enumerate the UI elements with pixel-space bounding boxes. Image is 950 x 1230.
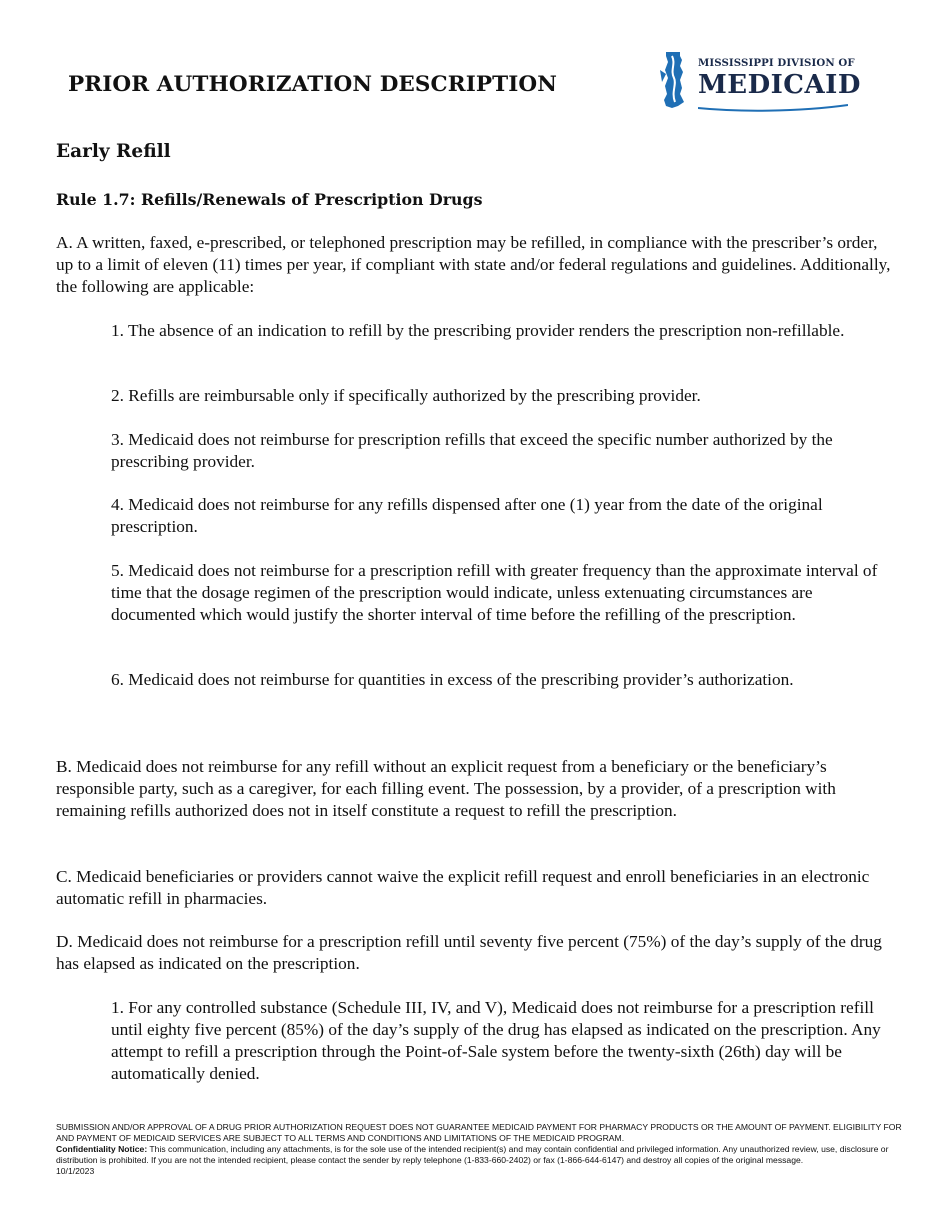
footer-date: 10/1/2023 <box>56 1166 95 1176</box>
list-item-a4: 4. Medicaid does not reimburse for any refills dispensed after one (1) year from the date of the original prescription. <box>111 495 823 536</box>
list-item-a1: 1. The absence of an indication to refill by the prescribing provider renders the prescription non-refillable. <box>111 321 845 340</box>
list-item-d1: 1. For any controlled substance (Schedule III, IV, and V), Medicaid does not reimburse for a prescription refill until eighty five percent (85%) of the day’s supply of the drug has elapsed as indicated on the prescription. Any attempt to refill a prescription through the Point-of-Sale system before the twenty-sixth (26th) day will be automatically denied. <box>111 998 881 1083</box>
page-title: PRIOR AUTHORIZATION DESCRIPTION <box>68 72 557 97</box>
confidentiality-label: Confidentiality Notice: <box>56 1144 148 1154</box>
logo-subtitle: MISSISSIPPI DIVISION OF <box>698 57 855 69</box>
rule-heading <box>56 189 482 211</box>
section-title: Early Refill <box>56 141 171 162</box>
list-item-a5: 5. Medicaid does not reimburse for a prescription refill with greater frequency than the approximate interval of time that the dosage regimen of the prescription would indicate, unless extenuating circumstances are documented which would justify the shorter interval of time before the refilling of the prescription. <box>111 561 878 624</box>
logo-swoosh <box>698 104 848 112</box>
footer <box>56 1122 906 1177</box>
footer-confidentiality <box>56 1144 906 1166</box>
list-item-a6: 6. Medicaid does not reimburse for quantities in excess of the prescribing provider’s authorization. <box>111 670 794 689</box>
list-item-a3: 3. Medicaid does not reimburse for prescription refills that exceed the specific number authorized by the prescribing provider. <box>111 430 833 471</box>
logo-wordmark: MEDICAID <box>698 70 861 100</box>
section-heading <box>56 141 171 163</box>
paragraph-c: C. Medicaid beneficiaries or providers cannot waive the explicit refill request and enroll beneficiaries in an electronic automatic refill in pharmacies. <box>56 867 870 908</box>
mississippi-state-icon <box>658 50 694 112</box>
list-item-a2: 2. Refills are reimbursable only if specifically authorized by the prescribing provider. <box>111 386 701 405</box>
rule-title: Rule 1.7: Refills/Renewals of Prescription Drugs <box>56 190 483 209</box>
paragraph-a: A. A written, faxed, e-prescribed, or telephoned prescription may be refilled, in compliance with the prescriber’s order, up to a limit of eleven (11) times per year, if compliant with state and/or federal regulations and guidelines. Additionally, the following are applicable: <box>56 233 891 296</box>
footer-disclaimer: SUBMISSION AND/OR APPROVAL OF A DRUG PRIOR AUTHORIZATION REQUEST DOES NOT GUARANTEE MEDICAID PAYMENT FOR PHARMACY PRODUCTS OR THE AMOUNT OF PAYMENT. ELIGIBILITY FOR AND PAYMENT OF MEDICAID SERVICES ARE SUBJECT TO ALL TERMS AND CONDITIONS AND LIMITATIONS OF THE MEDICAID PROGRAM. <box>56 1122 902 1143</box>
medicaid-logo <box>658 50 861 112</box>
confidentiality-text: This communication, including any attachments, is for the sole use of the intended recipient(s) and may contain confidential and privileged information. Any unauthorized review, use, disclosure or distribution is prohibited. If you are not the intended recipient, please contact the sender by reply telephone (1-833-660-2402) or fax (1-866-644-6147) and destroy all copies of the original message. <box>56 1144 889 1165</box>
paragraph-b: B. Medicaid does not reimburse for any refill without an explicit request from a beneficiary or the beneficiary’s responsible party, such as a caregiver, for each filling event. The possession, by a provider, of a prescription with remaining refills authorized does not in itself constitute a request to refill the prescription. <box>56 757 836 820</box>
paragraph-d: D. Medicaid does not reimburse for a prescription refill until seventy five percent (75%) of the day’s supply of the drug has elapsed as indicated on the prescription. <box>56 932 882 973</box>
